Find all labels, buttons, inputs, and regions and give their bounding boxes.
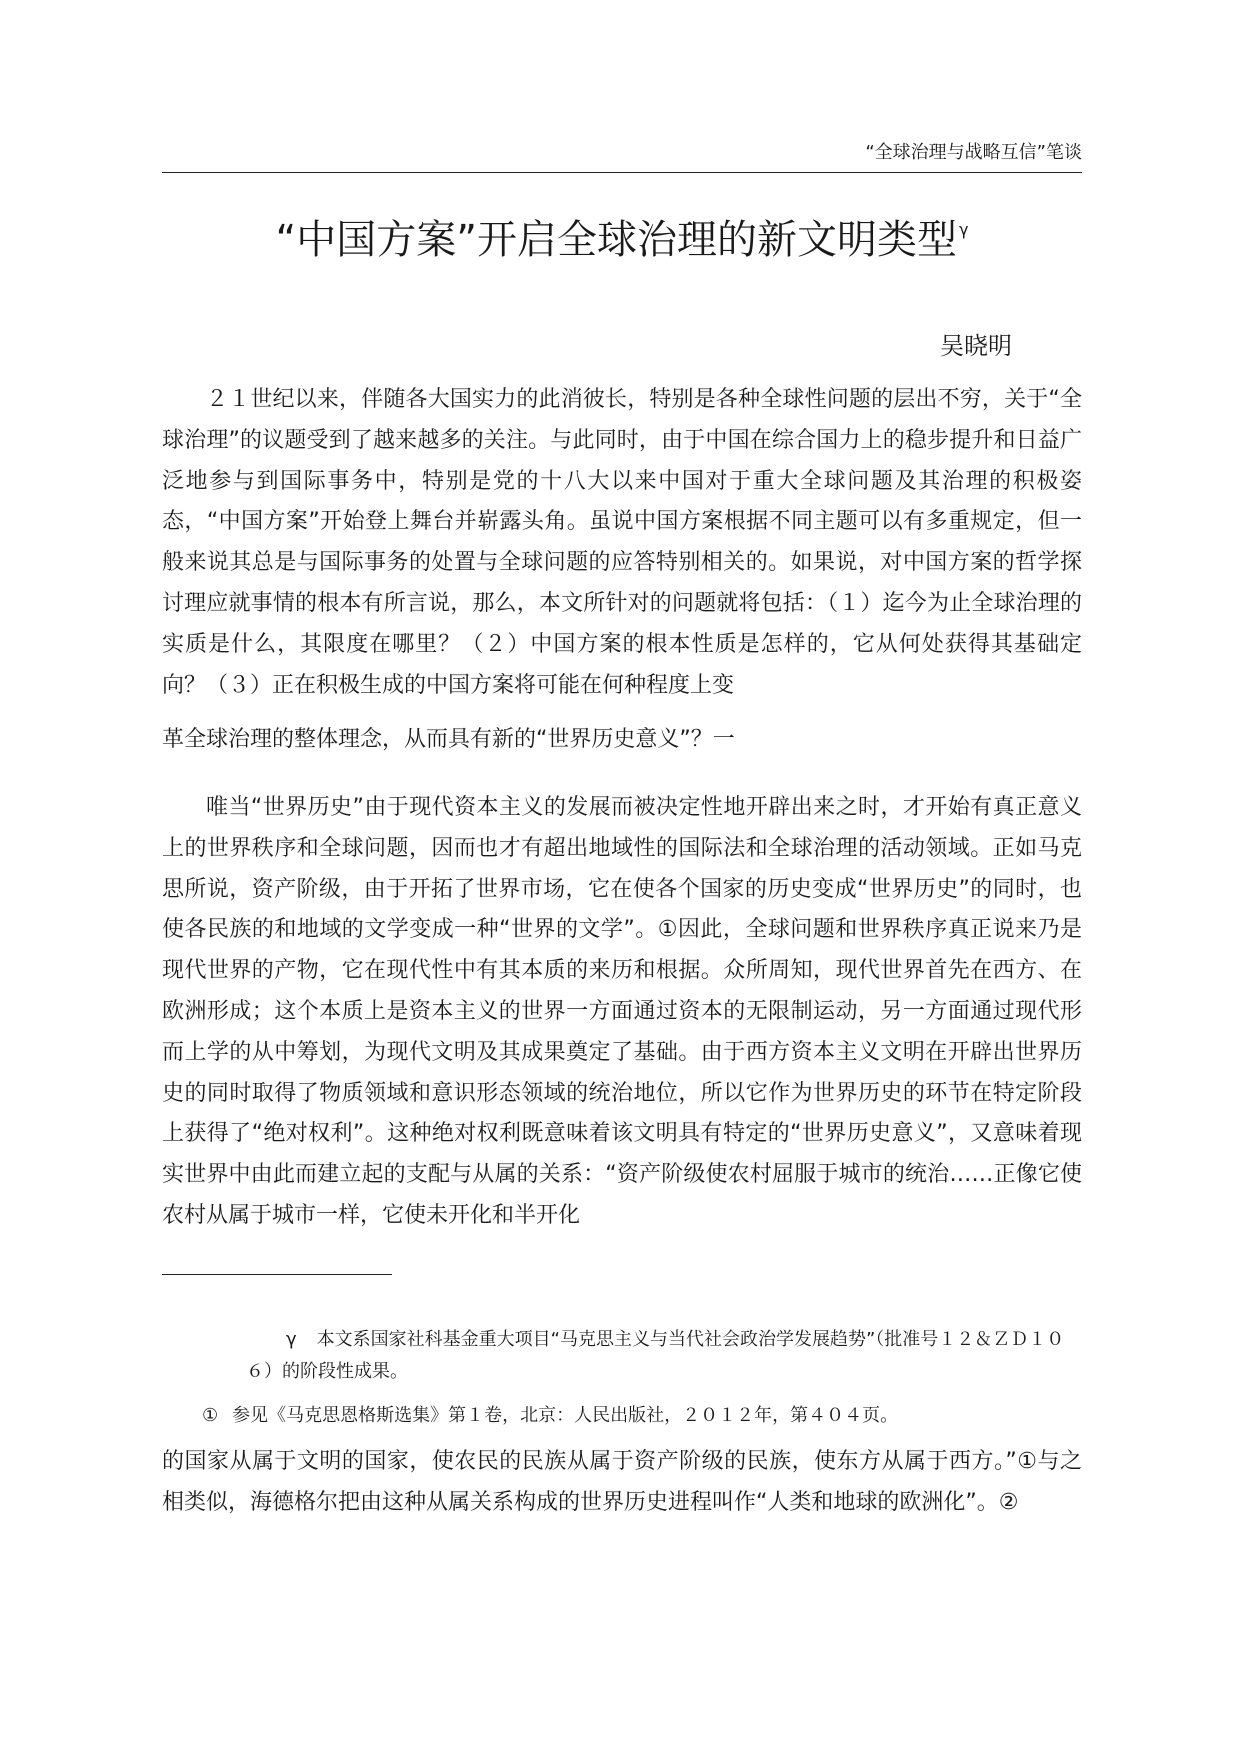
footnote-2-text: 参见《马克思恩格斯选集》第１卷，北京：人民出版社，２０１２年，第４０４页。: [232, 1405, 899, 1426]
author-name: 吴晓明: [940, 332, 1012, 360]
paragraph-2: 唯当“世界历史”由于现代资本主义的发展而被决定性地开辟出来之时，才开始有真正意义上的世界秩序和全球问题，因而也才有超出地域性的国际法和全球治理的活动领域。正如马克思所说，资产阶级，由于开拓了世界市场，它在使各个国家的历史变成“世界历史”的同时，也使各民族的和地域的文学变成一种“世界的文学”。①因此，全球问题和世界秩序真正说来乃是现代世界的产物，它在现代性中有其本质的来历和根据。众所周知，现代世界首先在西方、在欧洲形成；这个本质上是资本主义的世界一方面通过资本的无限制运动，另一方面通过现代形而上学的从中筹划，为现代文明及其成果奠定了基础。由于西方资本主义文明在开辟出世界历史的同时取得了物质领域和意识形态领域的统治地位，所以它作为世界历史的环节在特定阶段上获得了“绝对权利”。这种绝对权利既意味着该文明具有特定的“世界历史意义”，又意味着现实世界中由此而建立起的支配与从属的关系：“资产阶级使农村屈服于城市的统治……正像它使农村从属于城市一样，它使未开化和半开化: [162, 795, 1082, 1228]
paragraph-3: 的国家从属于文明的国家，使农民的民族从属于资产阶级的民族，使东方从属于西方。”①与之相类似，海德格尔把由这种从属关系构成的世界历史进程叫作“人类和地球的欧洲化”。②: [162, 1449, 1082, 1515]
paragraph-1-last-line: 革全球治理的整体理念，从而具有新的“世界历史意义”？一: [162, 727, 735, 752]
footnote-2-mark: ①: [202, 1405, 219, 1426]
footnote-rule: [162, 1274, 392, 1275]
running-header: “全球治理与战略互信”笔谈: [865, 142, 1082, 163]
header-rule: [162, 172, 1082, 173]
title-footnote-mark: γ: [958, 220, 969, 239]
footnote-1: [246, 1324, 1082, 1388]
article-title-text: “中国方案”开启全球治理的新文明类型: [275, 217, 957, 263]
footnote-2: [202, 1400, 1082, 1432]
footnote-1-mark: γ: [286, 1329, 297, 1350]
article-title: [162, 200, 1082, 270]
paragraph-1: ２１世纪以来，伴随各大国实力的此消彼长，特别是各种全球性问题的层出不穷，关于“全球治理”的议题受到了越来越多的关注。与此同时，由于中国在综合国力上的稳步提升和日益广泛地参与到国际事务中，特别是党的十八大以来中国对于重大全球问题及其治理的积极姿态，“中国方案”开始登上舞台并崭露头角。虽说中国方案根据不同主题可以有多重规定，但一般来说其总是与国际事务的处置与全球问题的应答特别相关的。如果说，对中国方案的哲学探讨理应就事情的根本有所言说，那么，本文所针对的问题就将包括：（１）迄今为止全球治理的实质是什么，其限度在哪里？（２）中国方案的根本性质是怎样的，它从何处获得其基础定向？（３）正在积极生成的中国方案将可能在何种程度上变: [162, 387, 1082, 698]
footnote-1-text: 本文系国家社科基金重大项目“马克思主义与当代社会政治学发展趋势”（批准号１２＆ＺＤ１０６）的阶段性成果。: [246, 1329, 1065, 1382]
